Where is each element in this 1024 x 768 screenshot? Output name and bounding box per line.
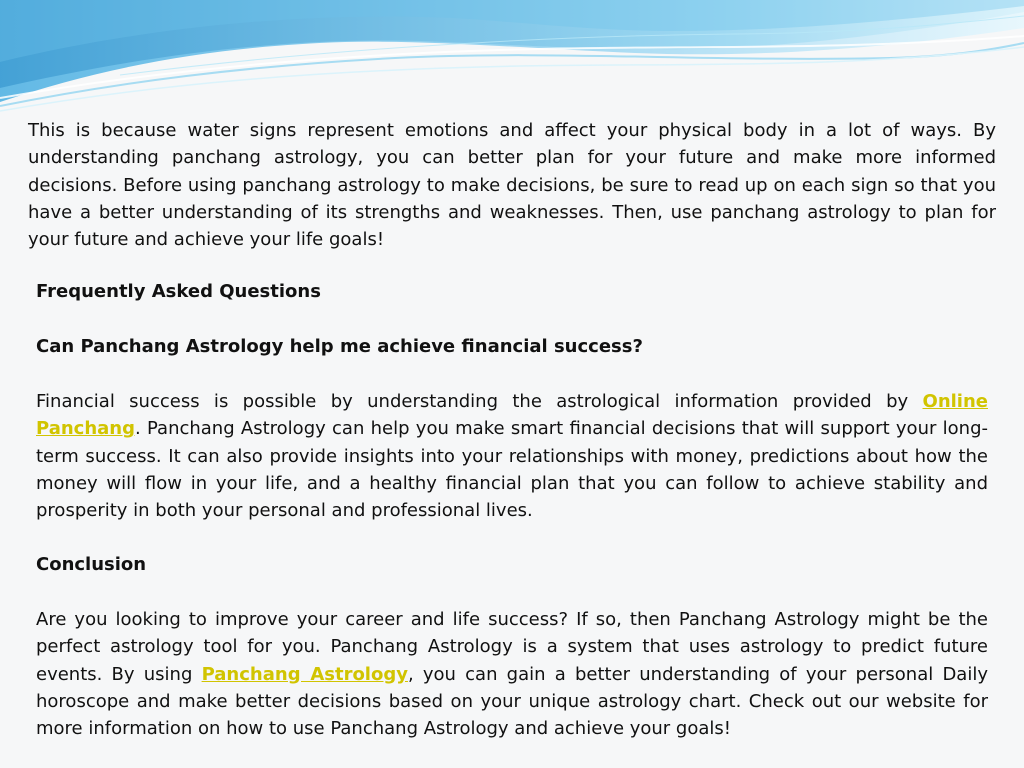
conclusion-text-after-link: , you can gain a better understanding of your personal Daily horoscope and make better decisions based on your unique astrology chart. Check out our website for more information on how to use Panchang Astrology and achieve your goals! bbox=[36, 663, 988, 740]
financial-success-question: Can Panchang Astrology help me achieve financial success? bbox=[36, 336, 643, 357]
conclusion-text-before-link: Are you looking to improve your career and life success? If so, then Panchang Astrology might be the perfect astrology tool for you. Panchang Astrology is a system that uses astrology to predict future events. By using bbox=[36, 609, 988, 685]
conclusion-paragraph bbox=[36, 606, 988, 742]
answer-text-after-link: . Panchang Astrology can help you make smart financial decisions that will support your long-term success. It can also provide insights into your relationships with money, predictions about how the money will flow in your life, and a healthy financial plan that you can follow to achieve stability and prosperity in both your personal and professional lives. bbox=[36, 418, 988, 522]
faq-heading: Frequently Asked Questions bbox=[36, 281, 321, 302]
online-panchang-link[interactable]: Online Panchang bbox=[36, 391, 988, 440]
panchang-astrology-link[interactable]: Panchang Astrology bbox=[201, 663, 408, 685]
financial-success-answer bbox=[36, 388, 988, 524]
intro-paragraph: This is because water signs represent emotions and affect your physical body in a lot of ways. By understanding panchang astrology, you can better plan for your future and make more informed decisions. Before using panchang astrology to make decisions, be sure to read up on each sign so that you have a better understanding of its strengths and weaknesses. Then, use panchang astrology to plan for your future and achieve your life goals! bbox=[28, 120, 996, 251]
conclusion-heading: Conclusion bbox=[36, 554, 147, 575]
answer-text-before-link: Financial success is possible by understanding the astrological information provided by bbox=[36, 391, 923, 412]
